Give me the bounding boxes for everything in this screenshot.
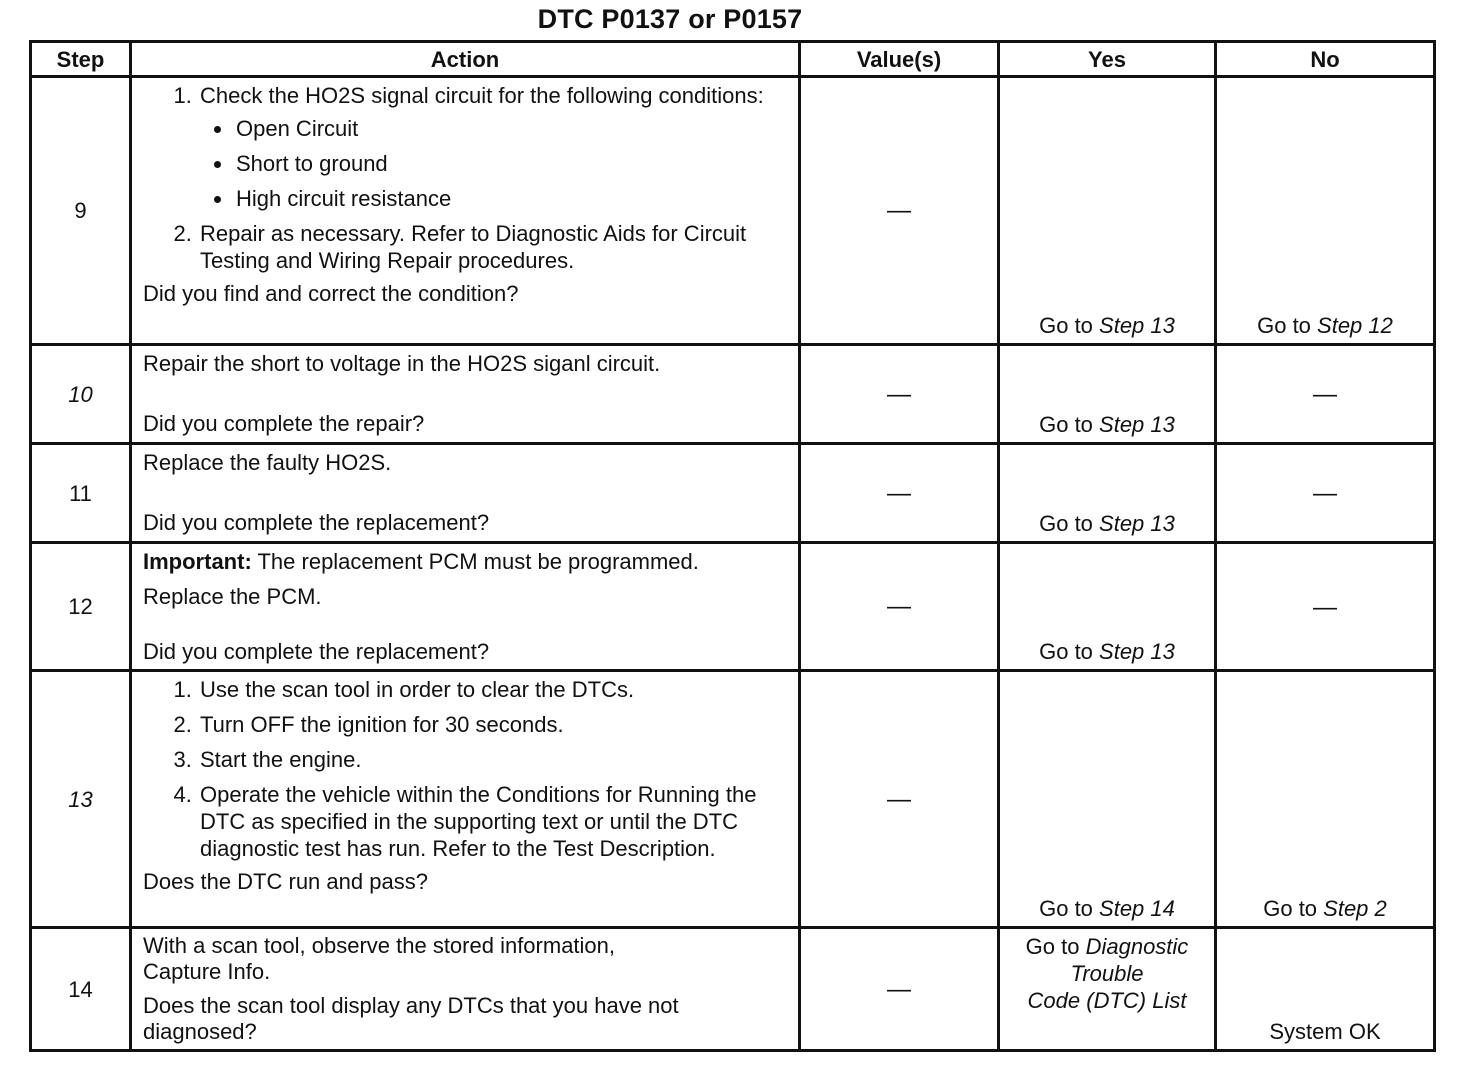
action-item: 4. Operate the vehicle within the Conditions for Running the DTC as specified in the supporting text or until the DTC diagnostic test has run. Refer to the Test Description. — [198, 781, 790, 862]
yes-line — [1001, 933, 1213, 960]
question-text: Does the scan tool display any DTCs that you have not diagnosed? — [143, 993, 679, 1044]
table-row — [31, 444, 1435, 543]
question-text: Did you complete the replacement? — [143, 510, 490, 535]
action-cell — [131, 928, 800, 1051]
condition-item: • Short to ground — [234, 150, 790, 177]
yes-step-link[interactable]: Step 13 — [1099, 412, 1175, 437]
action-cell — [131, 345, 800, 444]
table-row — [31, 345, 1435, 444]
header-row — [31, 42, 1435, 77]
action-list — [143, 676, 790, 862]
action-item-text: Check the HO2S signal circuit for the following conditions: — [200, 83, 764, 108]
yes-dtc-list-link[interactable]: Diagnostic — [1085, 934, 1189, 959]
question-text: Did you complete the repair? — [143, 411, 425, 436]
no-step-link[interactable]: Step 12 — [1317, 313, 1393, 338]
table-row — [31, 77, 1435, 345]
no-step-link[interactable]: Step 2 — [1323, 896, 1387, 921]
condition-list — [200, 115, 790, 212]
header-action: Action — [131, 42, 800, 77]
value-cell: — — [800, 345, 999, 444]
page-title: DTC P0137 or P0157 — [537, 4, 803, 34]
yes-prefix: Go to — [1025, 934, 1086, 959]
important-label: Important: — [143, 549, 252, 574]
yes-cell — [999, 671, 1216, 928]
action-cell — [131, 671, 800, 928]
yes-cell — [999, 928, 1216, 1051]
yes-prefix: Go to — [1039, 313, 1100, 338]
yes-cell — [999, 444, 1216, 543]
condition-item: • Open Circuit — [234, 115, 790, 142]
action-item: 2. Turn OFF the ignition for 30 seconds. — [198, 711, 790, 738]
action-text: Replace the faulty HO2S. — [143, 450, 392, 475]
value-cell: — — [800, 928, 999, 1051]
header-no: No — [1216, 42, 1435, 77]
condition-item: • High circuit resistance — [234, 185, 790, 212]
no-cell — [1216, 77, 1435, 345]
step-cell: 9 — [31, 77, 131, 345]
question-text: Does the DTC run and pass? — [143, 869, 428, 894]
action-cell — [131, 77, 800, 345]
no-cell: — — [1216, 543, 1435, 671]
value-cell: — — [800, 543, 999, 671]
no-cell: — — [1216, 444, 1435, 543]
yes-step-link[interactable]: Step 14 — [1099, 896, 1175, 921]
step-cell: 10 — [31, 345, 131, 444]
table-row — [31, 928, 1435, 1051]
yes-prefix: Go to — [1039, 896, 1100, 921]
yes-step-link[interactable]: Step 13 — [1099, 511, 1175, 536]
step-cell: 12 — [31, 543, 131, 671]
yes-prefix: Go to — [1039, 639, 1100, 664]
header-values: Value(s) — [800, 42, 999, 77]
action-text: Repair the short to voltage in the HO2S siganl circuit. — [143, 351, 661, 376]
table-row — [31, 543, 1435, 671]
header-step: Step — [31, 42, 131, 77]
value-cell: — — [800, 444, 999, 543]
step-cell: 14 — [31, 928, 131, 1051]
yes-cell — [999, 543, 1216, 671]
important-text: The replacement PCM must be programmed. — [251, 549, 699, 574]
important-note — [143, 548, 790, 575]
step-cell: 11 — [31, 444, 131, 543]
value-cell: — — [800, 77, 999, 345]
yes-cell — [999, 345, 1216, 444]
value-cell: — — [800, 671, 999, 928]
yes-prefix: Go to — [1039, 511, 1100, 536]
action-text: Capture Info. — [143, 959, 271, 984]
yes-step-link[interactable]: Step 13 — [1099, 639, 1175, 664]
yes-cell — [999, 77, 1216, 345]
step-cell: 13 — [31, 671, 131, 928]
yes-dtc-list-link[interactable]: Trouble — [1070, 961, 1144, 986]
no-cell — [1216, 671, 1435, 928]
header-yes: Yes — [999, 42, 1216, 77]
action-item: 1. Use the scan tool in order to clear the DTCs. — [198, 676, 790, 703]
yes-dtc-list-link[interactable]: Code (DTC) List — [1027, 988, 1187, 1013]
no-cell: — — [1216, 345, 1435, 444]
action-cell — [131, 543, 800, 671]
table-row — [31, 671, 1435, 928]
no-cell: System OK — [1216, 928, 1435, 1051]
no-prefix: Go to — [1257, 313, 1318, 338]
no-prefix: Go to — [1263, 896, 1324, 921]
action-list — [143, 82, 790, 274]
action-cell — [131, 444, 800, 543]
diagnostic-table — [29, 40, 1436, 1052]
action-item — [198, 82, 790, 212]
action-text: With a scan tool, observe the stored information, — [143, 933, 616, 958]
action-text: Replace the PCM. — [143, 584, 322, 609]
yes-step-link[interactable]: Step 13 — [1099, 313, 1175, 338]
yes-prefix: Go to — [1039, 412, 1100, 437]
question-text: Did you find and correct the condition? — [143, 281, 519, 306]
action-item: 2. Repair as necessary. Refer to Diagnostic Aids for Circuit Testing and Wiring Repair procedures. — [198, 220, 790, 274]
question-text: Did you complete the replacement? — [143, 639, 490, 664]
action-item: 3. Start the engine. — [198, 746, 790, 773]
